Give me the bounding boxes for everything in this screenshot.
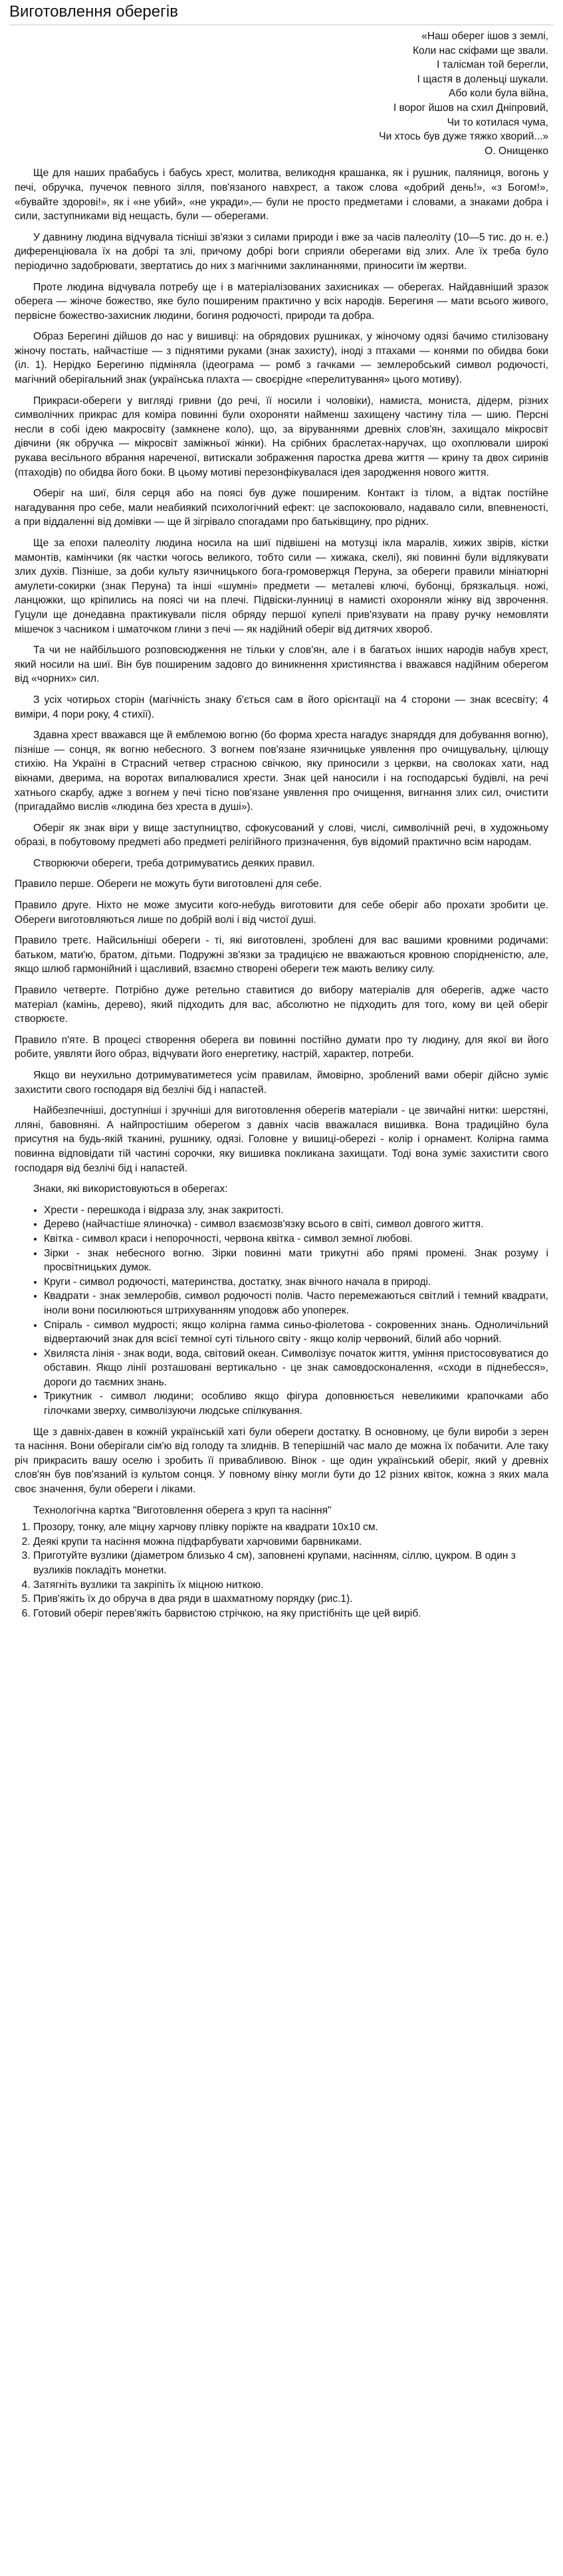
paragraph: Правило п'яте. В процесі створення оберега ви повинні постійно думати про ту людину, для якої ви його робите, уявляти його образ, відчувати його енергетику, настрій, характер, потреби. (15, 1034, 548, 1060)
paragraph: Ще для наших прабабусь і бабусь хрест, молитва, великодня крашанка, як і рушник, паляниця, вогонь у печі, обручка, пучечок певного зілля, пов'язаного навхрест, а також слова «добрий день!», «з Богом!», «бувайте здорові!», як і «не убий», «не укради»,— були не просто предметами і словами, а знаками добра і сили, заступниками від нещасть, були — оберегами. (15, 167, 548, 223)
paragraph: Здавна хрест вважався ще й емблемою вогню (бо форма хреста нагадує знаряддя для добування вогню), пізніше — сонця, як вогню небесного. З вогнем пов'язане язичницьке уявлення про очищувальну, цілющу стихію. На Україні в Страсний четвер страсною свічкою, яку приносили з церкви, на сволоках хати, над вікнами, дверима, на воротах випалювалися хрести. Знак цей наносили і на господарські будівлі, на речі хатнього скарбу, адже з вогнем у печі тісно пов'язане уявлення про очищення, вигнання злих сил, очистити (пригадаймо вислів «людина без хреста в душі»). (15, 730, 548, 813)
paragraph: Прикраси-обереги у вигляді гривни (до речі, її носили і чоловіки), намиста, мониста, дідерм, різних символічних прикрас для коміра повинні були охороняти найменш захищену частину тіла — шию. Персні несли в собі ідею макросвіту (замкнене коло), що, за віруваннями древніх слов'ян, захищало мікросвіт дівчини (як обручка — мікросвіт заміжньої жінки). На срібних браслетах-наручах, що охоплювали широкі рукава весільного вбрання нареченої, витискали зображення паростка древа життя — крину та двох сиринів (птаходів) по обидва його боки. В цьому мотиві перезонфікувалася ідея зародження нового життя. (15, 395, 548, 478)
paragraph: Створюючи обереги, треба дотримуватись деяких правил. (33, 857, 315, 869)
paragraph: Оберіг як знак віри у вищe заступництво, сфокусований у слові, числі, символічній речі, в художньому образі, в побутовому предметі або предметі релігійного призначення, був відомий практично всім народам. (15, 822, 548, 848)
paragraph: Найбезпечніші, доступніші і зручніші для виготовлення оберегів матеріали - це звичайні нитки: шерстяні, лляні, бавовняні. А найпростішим оберегом з давніх часів вважалася вишивка. Вона традиційно була присутня на будь-якій тканині, рушнику, одязі. Головне у вишиці-обереzі - колір і орнамент. Колірна гамма повинна відповідати тій частині сорочки, яку вишивка покликана захищати. Тоді вона зуміє захистити свого господаря від безлічі бід і напастей. (15, 1105, 548, 1174)
article-body (9, 25, 554, 1621)
paragraph: У давнину людина відчувала тісніші зв'язки з силами природи і вже за часів палеоліту (10—5 тис. до н. е.) диференціювала їх на добрі та злі, причому добрі boги сприяли оберегами від злих. Але їх треба було періодично задобрювати, звертатись до них з магічними заклинаннями, приносити їм жертви. (15, 231, 548, 272)
paragraph: Правило четверте. Потрібно дуже ретельно ставитися до вибору матеріалів для оберегів, адже часто матеріал (камінь, дерево), який підходить для вас, абсолютно не підходить для того, кому ви цей оберіг створюєте. (15, 985, 548, 1025)
document-title: Виготовлення оберегів (9, 0, 554, 25)
tech-card-steps (15, 1520, 548, 1621)
symbol-item: • Трикутник - символ людини; особливо якщо фігура доповнюється невеликими крапочками або гілочками зверху, символізуючи людське спілкування. (44, 1389, 548, 1418)
epigraph-line: І щастя в доленьці шукали. (417, 73, 548, 85)
tech-card-step: 1. Прозору, тонку, але міцну харчову плівку поріжте на квадрати 10х10 см. (33, 1520, 548, 1535)
tech-card-title: Технологічна картка "Виготовлення оберега з круп та насіння" (33, 1504, 332, 1516)
symbol-item: • Квадрати - знак землеробів, символ родючості полів. Часто перемежаються світлий і темний квадрати, іноли вони посилюються штрихуванням уподовж або упоперек. (44, 1289, 548, 1318)
epigraph-line: «Наш оберег ішов з землі, (421, 31, 548, 42)
tech-card-step: 6. Готовий оберіг перев'яжіть барвистою стрічкою, на яку пристібніть ще цей виріб. (33, 1607, 548, 1621)
symbol-item: • Спіраль - символ мудрості; якщо колірна гамма синьо-фіолетова - сокровенних знань. Одноличільний відвертаючий знак для всієї темної суті тільного світу - якщо колір червоний, білий або чорний. (44, 1318, 548, 1347)
symbol-item: • Хвиляста лінія - знак води, вода, світовий океан. Символізує початок життя, уміння пристосовуватися до обставин. Якщо лінії розташовані вертикально - це знак самовдосконалення, «сходи в піднебесся», дороги до таємних знань. (44, 1347, 548, 1390)
epigraph-author: О. Онищенко (485, 145, 548, 157)
paragraph-list (15, 166, 548, 1196)
epigraph-line: І талісман той берегли, (437, 59, 548, 71)
paragraph: Якщо ви неухильно дотримуватиметеся усім правилам, ймовірно, зроблений вами оберіг дійсно зуміє захистити свого господаря від безлічі бід і напастей. (15, 1070, 548, 1096)
symbol-item: • Квітка - символ краси і непорочності, червона квітка - символ земної любові. (44, 1232, 548, 1246)
paragraph: Правило друге. Ніхто не може змусити кого-небудь виготовити для себе оберіг або прохати зробити це. Обереги виготовляються лише по добрій волі і від чистої душі. (15, 900, 548, 926)
tech-card-step: 2. Деякі крупи та насіння можна підфарбувати харчовими барвниками. (33, 1535, 548, 1549)
epigraph-line: Коли нас скіфами ще звали. (412, 45, 548, 56)
symbol-item: • Дерево (найчастіше ялиночка) - символ взаємозв'язку всього в світі, символ довгого життя. (44, 1217, 548, 1232)
paragraph: Образ Берегині дійшов до нас у вишивці: на обрядових рушниках, у жіночому одязі бачимо стилізовану жіночу постать, найчастіше — з піднятими руками (знак захисту), іноді з птахами — конями по обидва боки (іл. 1). Нерідко Берегиню підміняла (ідеограма — ромб з гачками — землеробський символ родючості, магічний оберігальний знак (українська плахта — своєрідне «перелитування» цього мотиву). (15, 331, 548, 386)
symbol-list (15, 1203, 548, 1419)
epigraph-line: Чи то котилася чума, (447, 116, 548, 128)
symbol-item: • Зірки - знак небесного вогню. Зірки повинні мати трикутні або прямі промені. Знак розуму і просвітницьких думок. (44, 1246, 548, 1275)
paragraph: Правило перше. Обереги не можуть бути виготовлені для себе. (15, 878, 322, 890)
paragraph: Та чи не найбільшого розповсюдження не тільки у слов'ян, але і в багатьох інших народів набув хрест, який носили на шиї. Він був поширеним задовго до виникнення християнства і вважався надійним оберегом від «чорних» сил. (15, 644, 548, 685)
symbol-item: • Круги - символ родючості, материнства, достатку, знак вічного начала в природі. (44, 1275, 548, 1290)
epigraph-line: І ворог йшов на схил Дніпровий, (393, 102, 548, 114)
tech-card-step: 3. Приготуйте вузлики (діаметром близько 4 см), заповнені крупами, насінням, сіллю, цукром. В один з вузликів покладіть монетки. (33, 1549, 548, 1577)
paragraph: Знаки, які використовуються в оберегах: (33, 1183, 228, 1195)
tech-card-step: 4. Затягніть вузлики та закріпіть їх міцною ниткою. (33, 1578, 548, 1593)
paragraph: Ще за епохи палеоліту людина носила на шиї підвішені на мотузці ікла маралів, хижих звірів, кістки мамонтів, камінчики (як частки чогось великого, тобто сили — хижака, скелі), які повинні були відлякувати злих духів. Пізніше, за доби культу язичницького бога-громовержця Перуна, за обереги правили мініатюрні амулети-сокирки (знак Перуна) та інші «шумні» предмети — металеві ключі, бубонці, брязкальця. ножі, ланцюжки, що кріпились на поясі чи на плечі. Підвіски-лунниці в намисті охороняли жінку від зврочення. Гуцули ще донедавна практикували після обряду першої купелі прив'язувати на праву ручку немовляти мішечок з часником і шматочком глини з печі — як надійний оберіг від дитячих хвороб. (15, 538, 548, 635)
paragraph: Правило третє. Найсильніші обереги - ті, які виготовлені, зроблені для вас вашими кровними родичами: батьком, мати'ю, братом, дітьми. Подружні зв'язки за традицією не вважаються кровною спорідненістю, але, якщо шлюб гармонійний і щасливий, взаємно створені обереги теж мають велику силу. (15, 935, 548, 975)
tech-card-step: 5. Прив'яжіть їх до обруча в два ряди в шахматному порядку (рис.1). (33, 1592, 548, 1607)
closing-paragraph: Ще з давніх-давен в кожній українській хаті були обереги достатку. В основному, це були вироби з зерен та насіння. Вони оберігали сім'ю від голоду та злиднів. В теперішній час мало де можна їх побачити. Але таку річ прикрасить вашу оселю і зробить її привабливою. Вінок - ще один український оберіг, який у древніх слов'ян був пов'язаний із культом сонця. У повному вінку могли бути до 12 різних квіток, кожна з яких мала своє значення, були обереги і ліками. (15, 1426, 548, 1496)
epigraph (15, 29, 548, 158)
paragraph: З усіх чотирьох сторін (магічність знаку б'ється сам в його орієнтації на 4 сторони — знак всесвіту; 4 виміри, 4 пори року, 4 стихії). (15, 694, 548, 720)
symbol-item: • Хрести - перешкода і відраза злу, знак закритості. (44, 1203, 548, 1218)
epigraph-line: Чи хтось був дуже тяжко хворий...» (379, 131, 548, 143)
paragraph: Оберіг на шиї, біля серця або на поясі був дуже поширеним. Контакт із тілом, а відтак постійне нагадування про себе, мали неабиякий психологічний ефект: це заспокоювало, надавало сили, впевненості, а при віддаленні від домівки — ще й зігрівало спогадами про батьківщину, про рідних. (15, 488, 548, 528)
epigraph-line: Або коли була війна, (448, 88, 548, 100)
paragraph: Протe людина відчувала потребу ще і в матеріалізованих захисниках — оберегах. Найдавніший зразок оберега — жіноче божество, яке було поширеним практично у всіх народів. Берегиня — мати всього живого, первісне божество-захисник людини, богиня родючості, природи та добра. (15, 281, 548, 322)
